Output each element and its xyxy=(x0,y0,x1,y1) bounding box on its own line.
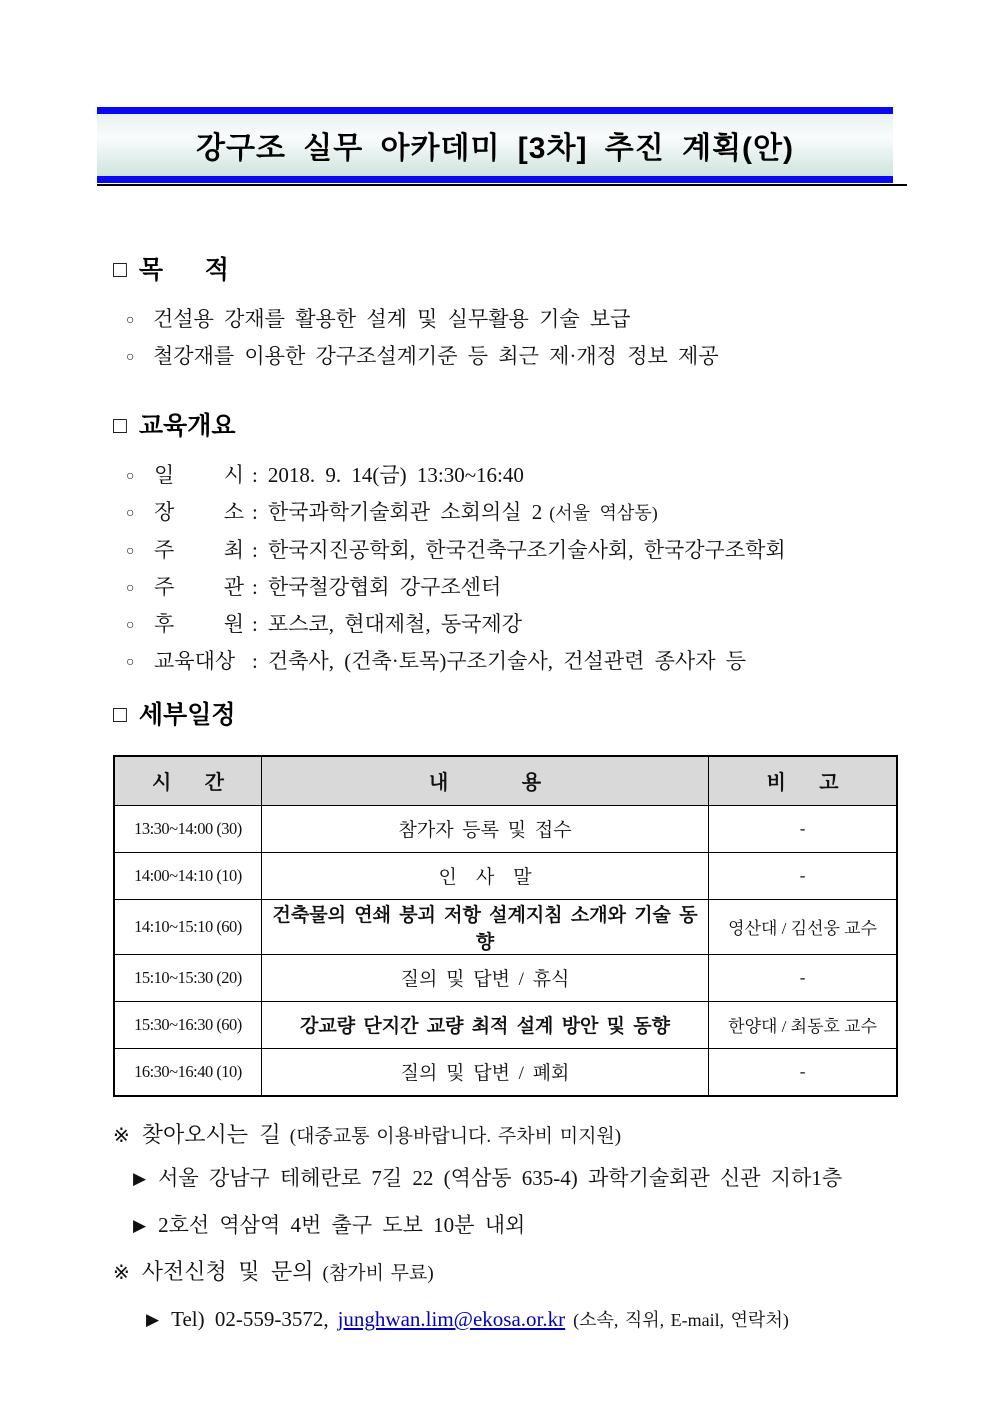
overview-item-label: 후 원 xyxy=(154,611,244,636)
table-header-row xyxy=(114,756,897,806)
overview-heading-label: 교육개요 xyxy=(138,412,236,440)
apply-heading-note: (참가비 무료) xyxy=(322,1263,434,1284)
telephone-number: Tel) 02-559-3572, xyxy=(171,1307,329,1331)
overview-item-label: 교육대상 xyxy=(154,648,236,673)
table-row xyxy=(114,899,897,954)
purpose-heading-label: 목 적 xyxy=(138,256,229,284)
overview-item-label: 일 시 xyxy=(154,462,244,487)
list-item xyxy=(113,532,899,569)
colon-separator: : xyxy=(252,499,258,524)
square-bullet-icon: □ xyxy=(113,255,127,282)
overview-item-value: 건축사, (건축·토목)구조기술사, 건설관련 종사자 등 xyxy=(267,648,747,673)
circle-bullet-icon: ○ xyxy=(126,654,135,670)
content-cell: 질의 및 답변 / 휴식 xyxy=(261,954,708,1001)
directions-item-text: 2호선 역삼역 4번 출구 도보 10분 내외 xyxy=(158,1213,526,1237)
time-cell: 15:10~15:30 (20) xyxy=(114,954,261,1001)
arrow-bullet-icon: ▶ xyxy=(133,1169,147,1188)
circle-bullet-icon: ○ xyxy=(126,505,135,521)
list-item xyxy=(113,569,899,606)
time-cell: 14:10~15:10 (60) xyxy=(114,899,261,954)
content-cell: 건축물의 연쇄 붕괴 저항 설계지침 소개와 기술 동향 xyxy=(261,899,708,954)
arrow-bullet-icon: ▶ xyxy=(146,1310,160,1329)
overview-item-value: 한국과학기술회관 소회의실 2 xyxy=(267,499,543,524)
list-item xyxy=(113,301,899,338)
overview-item-value: 한국철강협회 강구조센터 xyxy=(267,574,502,599)
time-cell: 16:30~16:40 (10) xyxy=(114,1048,261,1096)
directions-heading-note: (대중교통 이용바랍니다. 주차비 미지원) xyxy=(289,1126,622,1147)
title-underline xyxy=(97,184,907,186)
circle-bullet-icon: ○ xyxy=(126,580,135,596)
list-item xyxy=(113,606,899,643)
section-overview xyxy=(113,412,899,680)
circle-bullet-icon: ○ xyxy=(126,543,135,559)
contact-note: (소속, 직위, E-mail, 연락처) xyxy=(573,1310,789,1330)
reference-mark-icon: ※ xyxy=(113,1262,130,1284)
colon-separator: : xyxy=(252,648,258,673)
overview-item-value: 한국지진공학회, 한국건축구조기술사회, 한국강구조학회 xyxy=(267,537,786,562)
apply-heading xyxy=(113,1255,899,1286)
section-apply xyxy=(113,1255,899,1337)
table-row xyxy=(114,805,897,852)
colon-separator: : xyxy=(252,611,258,636)
list-item xyxy=(113,643,899,680)
square-bullet-icon: □ xyxy=(113,700,127,727)
directions-item xyxy=(133,1209,899,1243)
note-cell: - xyxy=(709,1048,897,1096)
table-row xyxy=(114,852,897,899)
square-bullet-icon: □ xyxy=(113,411,127,438)
arrow-bullet-icon: ▶ xyxy=(133,1216,147,1235)
document-title: 강구조 실무 아카데미 [3차] 추진 계획(안) xyxy=(195,132,795,165)
table-row xyxy=(114,1001,897,1048)
overview-item-value: 포스코, 현대제철, 동국제강 xyxy=(267,611,522,636)
note-cell: 한양대 / 최동호 교수 xyxy=(709,1001,897,1048)
column-header-time: 시 간 xyxy=(114,756,261,806)
title-band xyxy=(97,107,893,183)
circle-bullet-icon: ○ xyxy=(126,468,135,484)
colon-separator: : xyxy=(252,462,258,487)
email-link[interactable]: junghwan.lim@ekosa.or.kr xyxy=(337,1307,566,1331)
schedule-heading xyxy=(113,701,899,730)
circle-bullet-icon: ○ xyxy=(126,312,135,328)
overview-item-note: (서울 역삼동) xyxy=(549,502,658,523)
directions-heading xyxy=(113,1118,899,1149)
section-directions xyxy=(113,1118,899,1243)
colon-separator: : xyxy=(252,537,258,562)
reference-mark-icon: ※ xyxy=(113,1125,130,1147)
list-item xyxy=(113,457,899,494)
table-row xyxy=(114,1048,897,1096)
overview-item-value: 2018. 9. 14(금) 13:30~16:40 xyxy=(267,462,524,487)
directions-item xyxy=(133,1162,899,1196)
overview-list xyxy=(113,457,899,680)
purpose-list xyxy=(113,301,899,375)
purpose-item-text: 철강재를 이용한 강구조설계기준 등 최근 제·개정 정보 제공 xyxy=(153,343,719,368)
list-item xyxy=(113,494,899,532)
overview-item-label: 장 소 xyxy=(154,499,244,524)
purpose-item-text: 건설용 강재를 활용한 설계 및 실무활용 기술 보급 xyxy=(153,306,631,331)
directions-item-text: 서울 강남구 테헤란로 7길 22 (역삼동 635-4) 과학기술회관 신관 지하1층 xyxy=(158,1166,843,1190)
column-header-content: 내 용 xyxy=(261,756,708,806)
overview-item-label: 주 최 xyxy=(154,537,244,562)
list-item xyxy=(113,338,899,375)
table-row xyxy=(114,954,897,1001)
overview-item-label: 주 관 xyxy=(154,574,244,599)
schedule-heading-label: 세부일정 xyxy=(138,701,236,729)
content-cell: 참가자 등록 및 접수 xyxy=(261,805,708,852)
content-cell: 질의 및 답변 / 폐회 xyxy=(261,1048,708,1096)
title-banner xyxy=(97,107,893,186)
content-cell: 강교량 단지간 교량 최적 설계 방안 및 동향 xyxy=(261,1001,708,1048)
column-header-note: 비 고 xyxy=(709,756,897,806)
apply-heading-label: 사전신청 및 문의 xyxy=(141,1259,314,1284)
overview-heading xyxy=(113,412,899,441)
note-cell: - xyxy=(709,805,897,852)
note-cell: 영산대 / 김선웅 교수 xyxy=(709,899,897,954)
directions-heading-label: 찾아오시는 길 xyxy=(141,1122,281,1147)
note-cell: - xyxy=(709,954,897,1001)
section-schedule xyxy=(113,701,899,1097)
content-cell: 인 사 말 xyxy=(261,852,708,899)
colon-separator: : xyxy=(252,574,258,599)
time-cell: 14:00~14:10 (10) xyxy=(114,852,261,899)
schedule-table xyxy=(113,755,898,1097)
time-cell: 13:30~14:00 (30) xyxy=(114,805,261,852)
purpose-heading xyxy=(113,256,899,285)
contact-line xyxy=(146,1303,899,1337)
time-cell: 15:30~16:30 (60) xyxy=(114,1001,261,1048)
section-purpose xyxy=(113,256,899,375)
circle-bullet-icon: ○ xyxy=(126,349,135,365)
circle-bullet-icon: ○ xyxy=(126,617,135,633)
note-cell: - xyxy=(709,852,897,899)
